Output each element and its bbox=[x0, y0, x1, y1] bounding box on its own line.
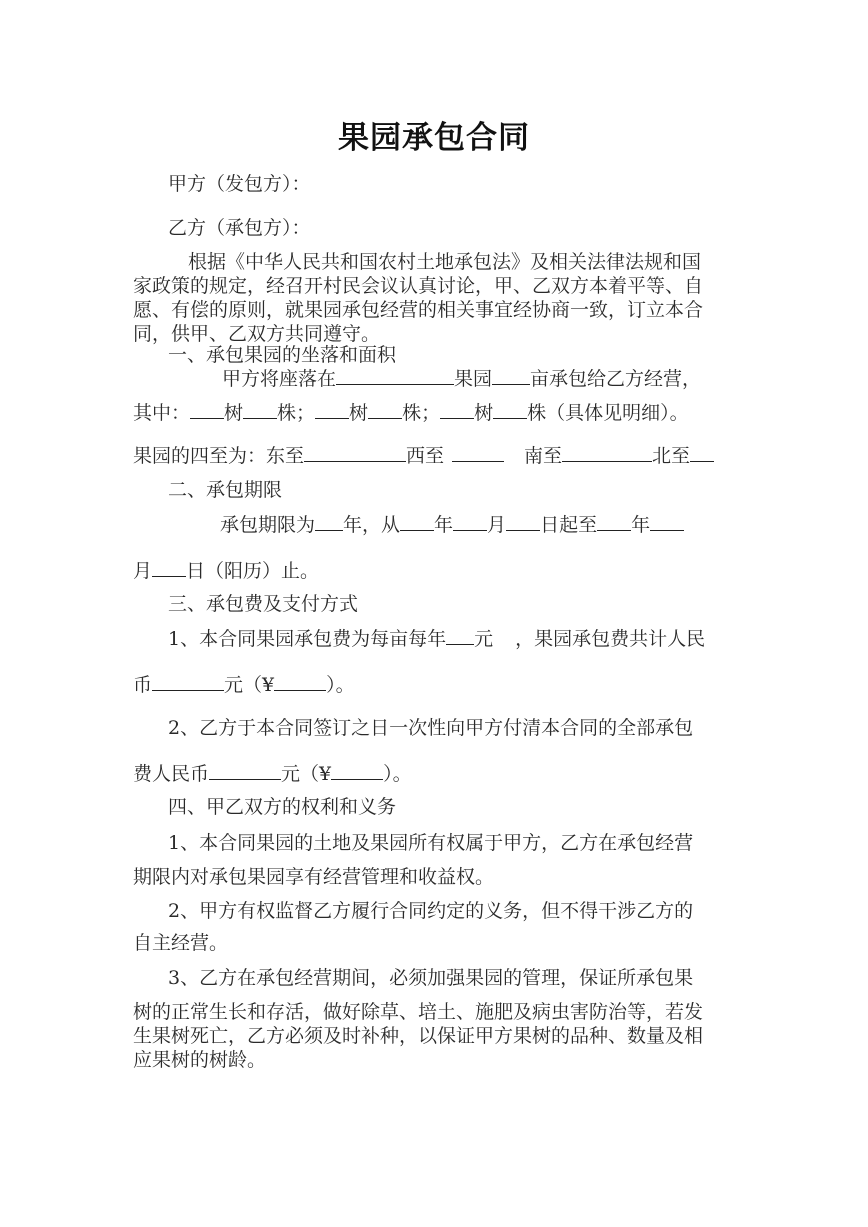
paragraph-line: 树的正常生长和存活，做好除草、培土、施肥及病虫害防治等，若发 bbox=[133, 1001, 704, 1023]
line-text: 株； bbox=[402, 402, 441, 424]
paragraph-line: 自主经营。 bbox=[133, 932, 229, 954]
south-boundary-blank[interactable] bbox=[562, 441, 652, 462]
payment-amount-blank[interactable] bbox=[331, 759, 383, 780]
payment-amount-line bbox=[133, 759, 412, 788]
paragraph-line: 应果树的树龄。 bbox=[133, 1049, 267, 1071]
line-text: 果园的四至为：东至 bbox=[133, 445, 305, 467]
paragraph-line: 期限内对承包果园享有经营管理和收益权。 bbox=[133, 866, 495, 888]
line-text: 日（阳历）止。 bbox=[186, 560, 320, 582]
boundaries-line bbox=[133, 441, 714, 470]
end-month-blank[interactable] bbox=[650, 510, 684, 531]
area-blank[interactable] bbox=[492, 364, 530, 385]
tree-type-blank[interactable] bbox=[440, 398, 474, 419]
end-year-blank[interactable] bbox=[597, 510, 631, 531]
section-4-heading: 四、甲乙双方的权利和义务 bbox=[168, 796, 397, 818]
start-month-blank[interactable] bbox=[453, 510, 487, 531]
line-text: 1、本合同果园承包费为每亩每年 bbox=[168, 628, 447, 650]
preamble-line: 愿、有偿的原则，就果园承包经营的相关事宜经协商一致，订立本合 bbox=[133, 299, 704, 321]
line-text: 树 bbox=[349, 402, 369, 424]
line-text: 西至 bbox=[406, 445, 445, 467]
line-text: 币 bbox=[133, 674, 153, 696]
line-text: 其中： bbox=[133, 402, 191, 424]
party-b-label: 乙方（承包方）： bbox=[168, 217, 311, 239]
line-text: ）。 bbox=[383, 763, 412, 785]
line-text: 甲方将座落在 bbox=[222, 368, 337, 390]
total-fee-words-blank[interactable] bbox=[152, 670, 224, 691]
east-boundary-blank[interactable] bbox=[304, 441, 406, 462]
north-boundary-blank[interactable] bbox=[690, 441, 714, 462]
section-1-heading: 一、承包果园的坐落和面积 bbox=[168, 344, 397, 366]
line-text: 株（具体见明细）。 bbox=[527, 402, 689, 424]
line-text: 株； bbox=[277, 402, 316, 424]
paragraph-line: 2、甲方有权监督乙方履行合同约定的义务，但不得干涉乙方的 bbox=[168, 900, 694, 922]
west-boundary-blank[interactable] bbox=[452, 441, 504, 462]
line-text: 年，从 bbox=[343, 514, 401, 536]
paragraph-line: 3、乙方在承包经营期间，必须加强果园的管理，保证所承包果 bbox=[168, 967, 694, 989]
fee-per-mu-blank[interactable] bbox=[446, 624, 474, 645]
paragraph-line: 生果树死亡，乙方必须及时补种，以保证甲方果树的品种、数量及相 bbox=[133, 1025, 704, 1047]
preamble-line: 根据《中华人民共和国农村土地承包法》及相关法律法规和国 bbox=[188, 251, 702, 273]
line-text: 亩承包给乙方经营， bbox=[530, 368, 702, 390]
end-day-blank[interactable] bbox=[152, 556, 186, 577]
fee-total-line bbox=[133, 670, 355, 699]
preamble-line: 同，供甲、乙双方共同遵守。 bbox=[133, 323, 381, 345]
preamble-line: 家政策的规定，经召开村民会议认真讨论，甲、乙双方本着平等、自 bbox=[133, 275, 704, 297]
line-text: 元（¥ bbox=[281, 763, 332, 785]
line-text: 费人民币 bbox=[133, 763, 210, 785]
orchard-location-line bbox=[222, 364, 701, 393]
tree-count-blank[interactable] bbox=[493, 398, 527, 419]
line-text: 年 bbox=[434, 514, 454, 536]
line-text: 树 bbox=[474, 402, 494, 424]
payment-words-blank[interactable] bbox=[209, 759, 281, 780]
tree-type-blank[interactable] bbox=[190, 398, 224, 419]
line-text: 年 bbox=[631, 514, 651, 536]
tree-type-blank[interactable] bbox=[315, 398, 349, 419]
term-end-line bbox=[133, 556, 319, 585]
tree-count-blank[interactable] bbox=[368, 398, 402, 419]
start-year-blank[interactable] bbox=[400, 510, 434, 531]
location-blank[interactable] bbox=[336, 364, 454, 385]
section-2-heading: 二、承包期限 bbox=[168, 479, 283, 501]
line-text: 树 bbox=[224, 402, 244, 424]
term-line bbox=[220, 510, 684, 539]
total-fee-amount-blank[interactable] bbox=[274, 670, 326, 691]
fee-line bbox=[168, 624, 705, 653]
line-text: 果园 bbox=[454, 368, 493, 390]
line-text: ）。 bbox=[326, 674, 355, 696]
line-text: 元（¥ bbox=[224, 674, 275, 696]
section-3-heading: 三、承包费及支付方式 bbox=[168, 593, 359, 615]
payment-line: 2、乙方于本合同签订之日一次性向甲方付清本合同的全部承包 bbox=[168, 717, 694, 739]
line-text: 南至 bbox=[524, 445, 563, 467]
paragraph-line: 1、本合同果园的土地及果园所有权属于甲方，乙方在承包经营 bbox=[168, 832, 694, 854]
line-text: 北至 bbox=[652, 445, 691, 467]
tree-count-line bbox=[133, 398, 689, 427]
line-text: 承包期限为 bbox=[220, 514, 316, 536]
line-text: 元 bbox=[474, 628, 494, 650]
party-a-label: 甲方（发包方）： bbox=[168, 173, 311, 195]
tree-count-blank[interactable] bbox=[243, 398, 277, 419]
line-text: 月 bbox=[133, 560, 153, 582]
line-text: ，果园承包费共计人民 bbox=[515, 628, 706, 650]
line-text: 月 bbox=[487, 514, 507, 536]
line-text: 日起至 bbox=[540, 514, 598, 536]
years-blank[interactable] bbox=[315, 510, 343, 531]
start-day-blank[interactable] bbox=[506, 510, 540, 531]
document-title: 果园承包合同 bbox=[338, 120, 530, 156]
